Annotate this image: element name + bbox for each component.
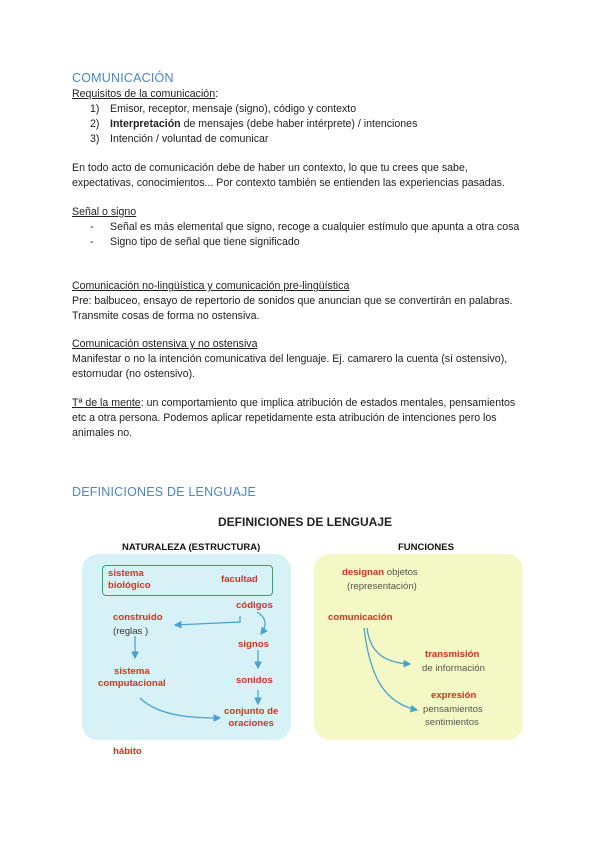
tmente-paragraph: Tª de la mente: un comportamiento que implica atribución de estados mentales, pensamientos etc a otra persona. Podemos aplicar repetidamente esta atribución de intenciones pero los animales no. <box>72 397 516 439</box>
label-transmision: transmisión <box>425 649 480 660</box>
label-codigos: códigos <box>236 600 273 611</box>
label-sistema-biologico: sistema biológico <box>108 568 151 591</box>
label-sentimientos: sentimientos <box>425 717 479 728</box>
label-expresion: expresión <box>431 690 477 701</box>
label-sonidos: sonidos <box>236 675 273 686</box>
definiciones-diagram <box>80 508 530 768</box>
contexto-paragraph: En todo acto de comunicación debe de haber un contexto, lo que tu crees que sabe, expectativas, conocimientos... Por contexto también se entienden las experiencias pasadas. <box>72 162 505 189</box>
ostensiva-text: Manifestar o no la intención comunicativa del lenguaje. Ej. camarero la cuenta (sí ostensivo), estornudar (no ostensivo). <box>72 353 508 380</box>
label-comunicacion: comunicación <box>328 612 393 623</box>
diagram-title: DEFINICIONES DE LENGUAJE <box>217 515 393 529</box>
nolinguistica-text: Pre: balbuceo, ensayo de repertorio de sonidos que anuncian que se convertirán en palabras. Transmite cosas de forma no ostensiva. <box>72 295 513 322</box>
ostensiva-block <box>72 337 532 382</box>
arrow-codigos-construido <box>175 616 240 625</box>
section-title-definiciones: DEFINICIONES DE LENGUAJE <box>72 485 256 499</box>
label-conjunto-oraciones: conjunto de oraciones <box>224 706 279 729</box>
list-item: 3) Intención / voluntad de comunicar <box>90 133 269 145</box>
arrow-computacional-conjunto <box>140 698 220 718</box>
requisitos-heading: Requisitos de la comunicación: <box>72 88 219 100</box>
label-construido: construido <box>113 612 163 623</box>
list-item: 1) Emisor, receptor, mensaje (signo), código y contexto <box>90 103 357 115</box>
left-panel-heading: NATURALEZA (ESTRUCTURA) <box>122 542 261 553</box>
requisitos-list <box>72 102 532 147</box>
section-title-comunicacion: COMUNICACIÓN <box>72 71 174 85</box>
arrow-codigos-signos <box>257 612 265 634</box>
nolinguistica-block <box>72 279 532 324</box>
label-sistema-computacional: sistema computacional <box>98 666 166 689</box>
label-signos: signos <box>238 639 269 650</box>
label-pensamientos: pensamientos <box>423 704 483 715</box>
label-habito: hábito <box>113 746 142 757</box>
list-item: - Signo tipo de señal que tiene significado <box>72 235 532 250</box>
list-item: - Señal es más elemental que signo, recoge a cualquier estímulo que apunta a otra cosa <box>72 220 532 235</box>
label-designan: designan objetos <box>342 567 418 578</box>
nolinguistica-heading: Comunicación no-lingüística y comunicación pre-lingüística <box>72 280 350 292</box>
arrow-comunicacion-expresion <box>364 628 417 710</box>
requisitos-block <box>72 87 532 147</box>
label-de-informacion: de información <box>422 663 485 674</box>
senal-block <box>72 205 532 250</box>
ostensiva-heading: Comunicación ostensiva y no ostensiva <box>72 338 258 350</box>
senal-list <box>72 220 532 250</box>
arrow-comunicacion-transmision <box>367 628 410 664</box>
senal-heading: Señal o signo <box>72 206 137 218</box>
right-panel-heading: FUNCIONES <box>398 542 454 553</box>
label-representacion: (representación) <box>347 581 417 592</box>
label-reglas: (reglas ) <box>113 626 149 637</box>
diagram-arrows <box>80 508 530 768</box>
list-item: 2) Interpretación de mensajes (debe haber intérprete) / intenciones <box>90 118 418 130</box>
label-facultad: facultad <box>221 574 258 585</box>
